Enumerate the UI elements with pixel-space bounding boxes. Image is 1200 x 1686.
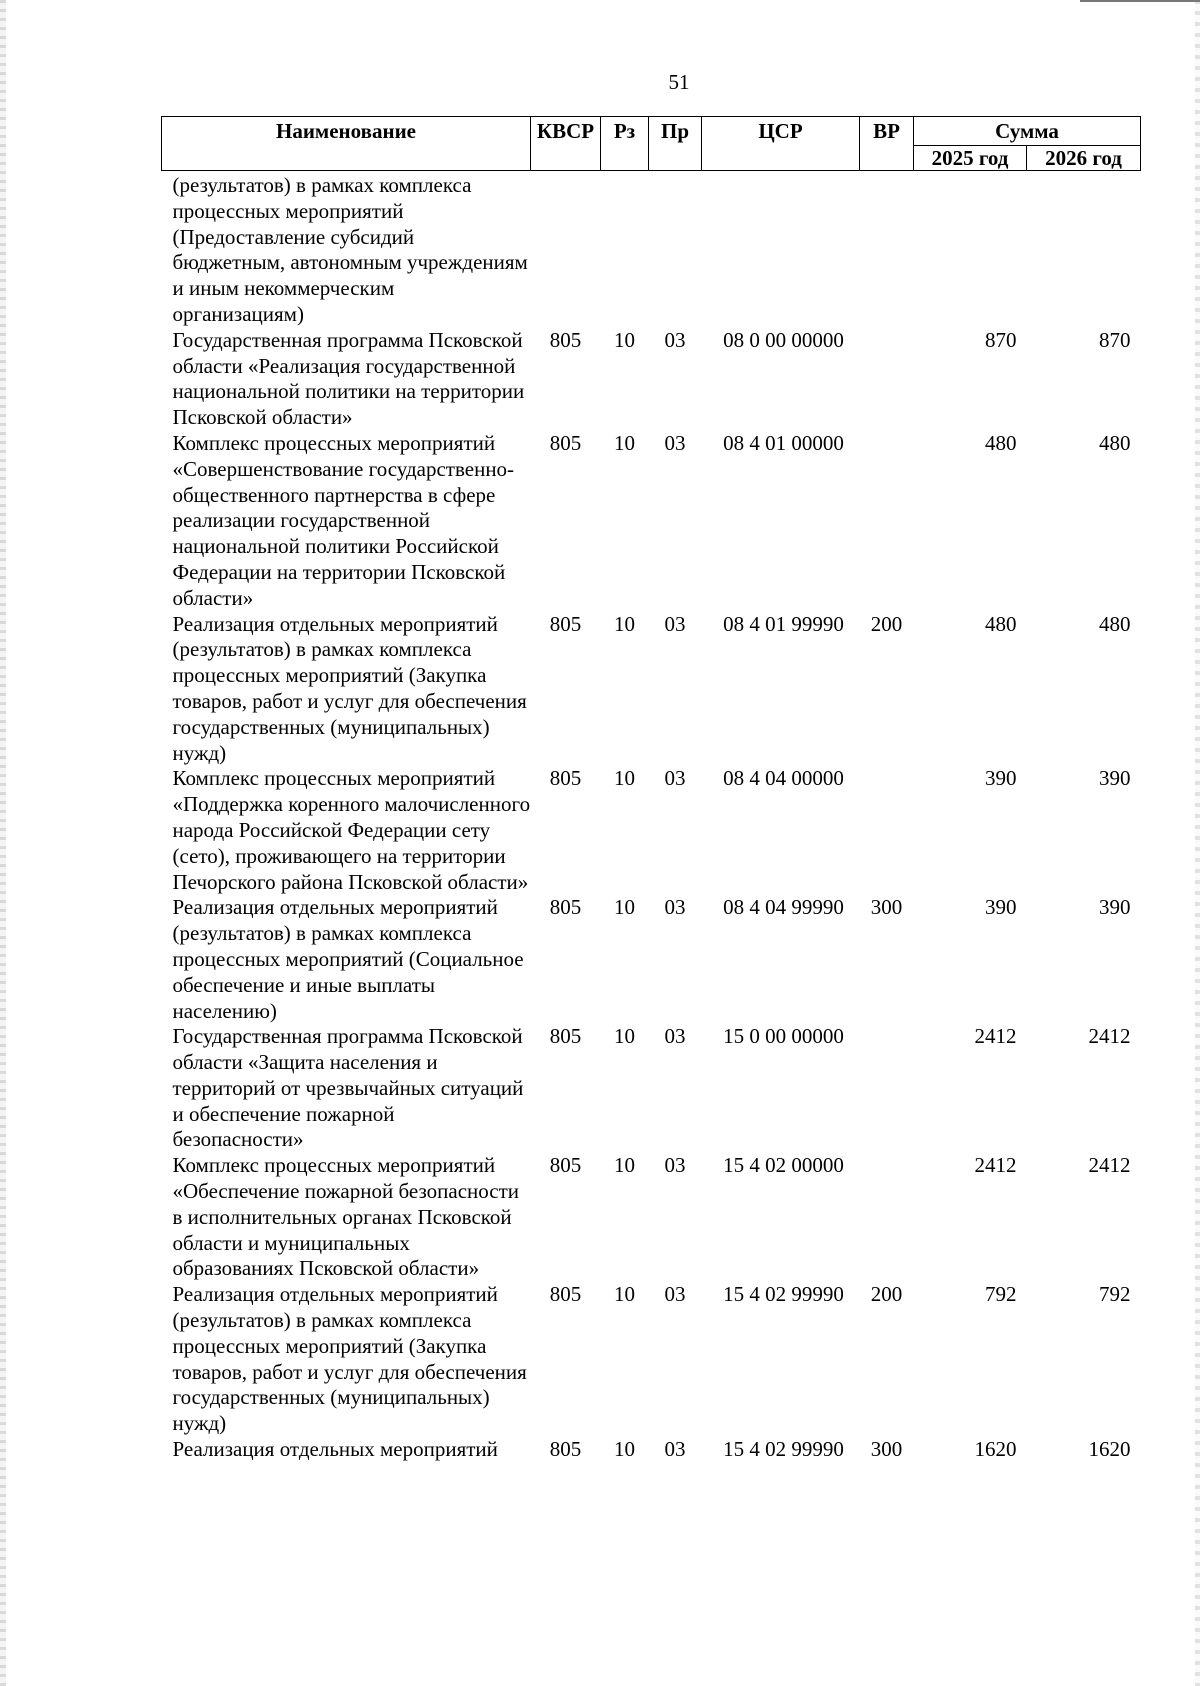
row-csr: 15 4 02 99990 xyxy=(723,1282,844,1307)
row-vr: 200 xyxy=(870,611,903,636)
row-vr xyxy=(860,431,914,612)
row-sum-2026: 480 xyxy=(1099,430,1131,455)
row-sum-2026: 2412 xyxy=(1088,1024,1131,1049)
row-kvsr: 805 xyxy=(549,1437,582,1462)
row-vr xyxy=(860,1153,914,1282)
row-pr: 03 xyxy=(664,430,686,455)
row-sum-2026: 390 xyxy=(1099,895,1131,920)
row-kvsr: 805 xyxy=(549,1153,582,1178)
row-kvsr xyxy=(531,171,601,328)
row-sum-2026: 792 xyxy=(1099,1282,1131,1307)
table-body xyxy=(162,171,1141,1463)
row-vr: 300 xyxy=(870,1437,903,1462)
header-pr: Пр xyxy=(649,117,702,171)
row-sum-2025: 792 xyxy=(985,1282,1017,1307)
row-name: Комплекс процессных мероприятий «Обеспечение пожарной безопасности в исполнительных органах Псковской области и муниципальных образованиях Псковской области» xyxy=(172,1153,520,1281)
row-name: Реализация отдельных мероприятий xyxy=(172,1437,498,1462)
row-kvsr: 805 xyxy=(549,895,582,920)
row-rz: 10 xyxy=(614,430,635,455)
row-csr: 08 4 04 99990 xyxy=(723,895,844,920)
row-sum-2025: 1620 xyxy=(974,1437,1017,1462)
row-name: Комплекс процессных мероприятий «Совершенствование государственно-общественного партнерства в сфере реализации государственной национальной политики Российской Федерации на территории Псковской области» xyxy=(172,430,515,610)
row-name: Реализация отдельных мероприятий (результатов) в рамках комплекса процессных мероприятий (Закупка товаров, работ и услуг для обеспечения государственных (муниципальных) нужд) xyxy=(172,1282,527,1436)
row-pr: 03 xyxy=(664,1437,686,1462)
row-name: Государственная программа Псковской области «Реализация государственной национальной политики на территории Псковской области» xyxy=(172,327,525,430)
table-row xyxy=(162,328,1141,431)
row-name: Реализация отдельных мероприятий (результатов) в рамках комплекса процессных мероприятий (Социальное обеспечение и иные выплаты населению) xyxy=(172,895,524,1023)
row-pr: 03 xyxy=(664,1024,686,1049)
row-sum-2025: 480 xyxy=(985,611,1017,636)
row-pr: 03 xyxy=(664,611,686,636)
row-csr: 08 4 04 00000 xyxy=(723,766,844,791)
row-kvsr: 805 xyxy=(549,611,582,636)
row-csr xyxy=(702,171,860,328)
header-sum: Сумма xyxy=(914,117,1141,146)
row-vr xyxy=(860,171,914,328)
scan-top-line xyxy=(1080,0,1200,2)
row-csr: 08 0 00 00000 xyxy=(723,327,844,352)
table-row xyxy=(162,766,1141,895)
row-vr xyxy=(860,328,914,431)
table-row xyxy=(162,431,1141,612)
page-number: 51 xyxy=(668,70,690,94)
row-kvsr: 805 xyxy=(549,430,582,455)
row-sum-2026: 2412 xyxy=(1088,1153,1131,1178)
row-vr: 300 xyxy=(870,895,903,920)
row-csr: 15 4 02 00000 xyxy=(723,1153,844,1178)
table-row xyxy=(162,1437,1141,1463)
table-row xyxy=(162,612,1141,767)
table-row xyxy=(162,1153,1141,1282)
row-name: Реализация отдельных мероприятий (результатов) в рамках комплекса процессных мероприятий (Закупка товаров, работ и услуг для обеспечения государственных (муниципальных) нужд) xyxy=(172,611,527,765)
row-rz: 10 xyxy=(614,1024,635,1049)
row-vr xyxy=(860,1024,914,1153)
row-sum-2025: 390 xyxy=(985,895,1017,920)
row-rz xyxy=(601,171,649,328)
row-rz: 10 xyxy=(614,327,635,352)
row-name: Государственная программа Псковской области «Защита населения и территорий от чрезвычайных ситуаций и обеспечение пожарной безопасности» xyxy=(172,1024,524,1152)
row-sum-2025: 390 xyxy=(985,766,1017,791)
row-name: Комплекс процессных мероприятий «Поддержка коренного малочисленного народа Российской Федерации сету (сето), проживающего на территории Печорского района Псковской области» xyxy=(172,766,531,894)
row-sum-2026: 1620 xyxy=(1088,1437,1131,1462)
table-row xyxy=(162,895,1141,1024)
header-csr: ЦСР xyxy=(702,117,860,171)
row-rz: 10 xyxy=(614,895,635,920)
row-rz: 10 xyxy=(614,611,635,636)
scan-edge-right xyxy=(1195,0,1200,1686)
header-kvsr: КВСР xyxy=(531,117,601,171)
row-rz: 10 xyxy=(614,1153,635,1178)
row-sum-2025: 2412 xyxy=(974,1153,1017,1178)
header-year-2026: 2026 год xyxy=(1027,146,1141,171)
row-rz: 10 xyxy=(614,1282,635,1307)
row-kvsr: 805 xyxy=(549,1282,582,1307)
row-pr xyxy=(649,171,702,328)
scan-edge-left xyxy=(0,0,6,1686)
row-rz: 10 xyxy=(614,766,635,791)
row-sum-2026 xyxy=(1027,171,1141,328)
row-csr: 08 4 01 99990 xyxy=(723,611,844,636)
row-csr: 08 4 01 00000 xyxy=(723,430,844,455)
row-kvsr: 805 xyxy=(549,327,582,352)
header-name: Наименование xyxy=(162,117,531,171)
header-vr: ВР xyxy=(860,117,914,171)
header-rz: Рз xyxy=(601,117,649,171)
row-sum-2026: 390 xyxy=(1099,766,1131,791)
row-vr: 200 xyxy=(870,1282,903,1307)
table-header xyxy=(162,117,1141,171)
row-pr: 03 xyxy=(664,895,686,920)
row-vr xyxy=(860,766,914,895)
table-row xyxy=(162,171,1141,328)
row-pr: 03 xyxy=(664,327,686,352)
row-pr: 03 xyxy=(664,766,686,791)
row-pr: 03 xyxy=(664,1153,686,1178)
table-row xyxy=(162,1024,1141,1153)
row-name: (результатов) в рамках комплекса процессных мероприятий (Предоставление субсидий бюджетным, автономным учреждениям и иным некоммерческим организациям) xyxy=(172,173,528,326)
budget-table xyxy=(161,116,1141,1463)
row-sum-2025: 2412 xyxy=(974,1024,1017,1049)
row-pr: 03 xyxy=(664,1282,686,1307)
row-kvsr: 805 xyxy=(549,1024,582,1049)
row-rz: 10 xyxy=(614,1437,635,1462)
row-csr: 15 0 00 00000 xyxy=(723,1024,844,1049)
row-sum-2025 xyxy=(914,171,1027,328)
row-kvsr: 805 xyxy=(549,766,582,791)
row-sum-2025: 480 xyxy=(985,430,1017,455)
row-sum-2025: 870 xyxy=(985,327,1017,352)
row-sum-2026: 480 xyxy=(1099,611,1131,636)
table-row xyxy=(162,1282,1141,1437)
row-csr: 15 4 02 99990 xyxy=(723,1437,844,1462)
row-sum-2026: 870 xyxy=(1099,327,1131,352)
header-year-2025: 2025 год xyxy=(914,146,1027,171)
